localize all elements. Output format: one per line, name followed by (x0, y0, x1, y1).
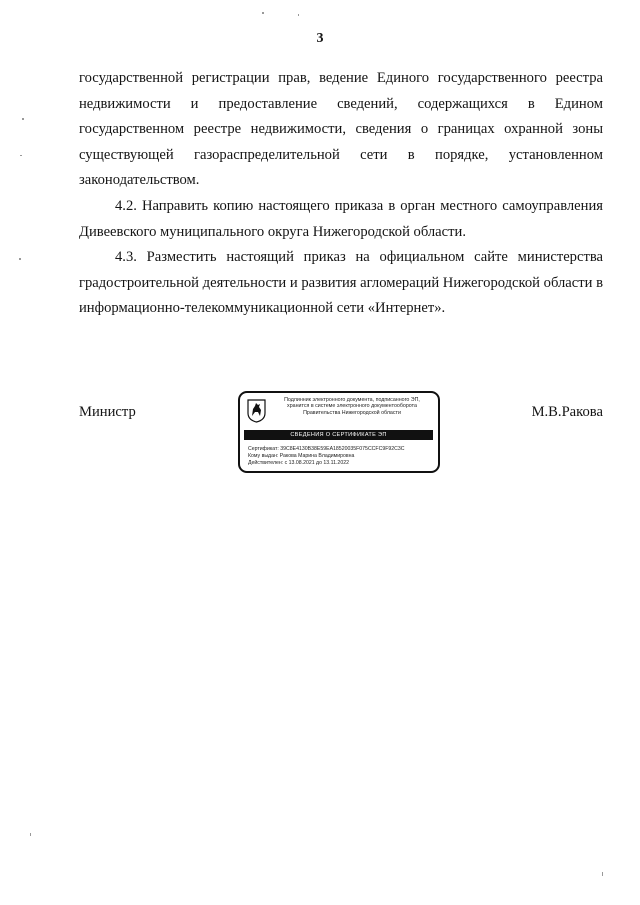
document-body (79, 66, 603, 322)
scan-speck (602, 872, 603, 876)
paragraph-continuation: государственной регистрации прав, ведение Единого государственного реестра недвижимости и предоставление сведений, содержащихся в Едином государственном реестре недвижимости, сведения о границах охранной зоны существующей газораспределительной сети в порядке, установленном законодательством. (79, 70, 603, 189)
scan-speck (22, 118, 24, 120)
scan-speck (19, 258, 21, 260)
signatory-position: Министр (79, 404, 136, 420)
scan-speck (30, 833, 31, 836)
stamp-certificate-bar: СВЕДЕНИЯ О СЕРТИФИКАТЕ ЭП (244, 430, 433, 440)
paragraph-4-3: 4.3. Разместить настоящий приказ на официальном сайте министерства градостроительной деятельности и развития агломераций Нижегородской области в информационно-телекоммуникационной сети «Интернет». (79, 249, 603, 317)
electronic-signature-stamp (238, 391, 440, 473)
stamp-header (269, 397, 435, 416)
stamp-issued-to: Кому выдан: Ракова Марина Владимировна (248, 453, 355, 459)
signatory-name: М.В.Ракова (531, 404, 603, 420)
coat-of-arms-icon (247, 399, 266, 423)
stamp-header-line: Подлинник электронного документа, подписанного ЭП, (284, 397, 420, 403)
stamp-certificate-number: Сертификат: 39C8E4130B38E59EA18520035F075CCFC9F92C3C (248, 446, 405, 452)
scan-speck (20, 155, 22, 156)
paragraph-4-2: 4.2. Направить копию настоящего приказа в орган местного самоуправления Дивеевского муниципального округа Нижегородской области. (79, 197, 603, 240)
scan-speck (298, 14, 299, 16)
stamp-header-line: Правительства Нижегородской области (303, 409, 401, 416)
stamp-header-line: хранится в системе электронного документооборота (287, 403, 417, 410)
stamp-validity: Действителен: с 13.08.2021 до 13.11.2022 (248, 460, 349, 466)
scan-speck (262, 12, 264, 14)
page-number: 3 (316, 31, 324, 46)
